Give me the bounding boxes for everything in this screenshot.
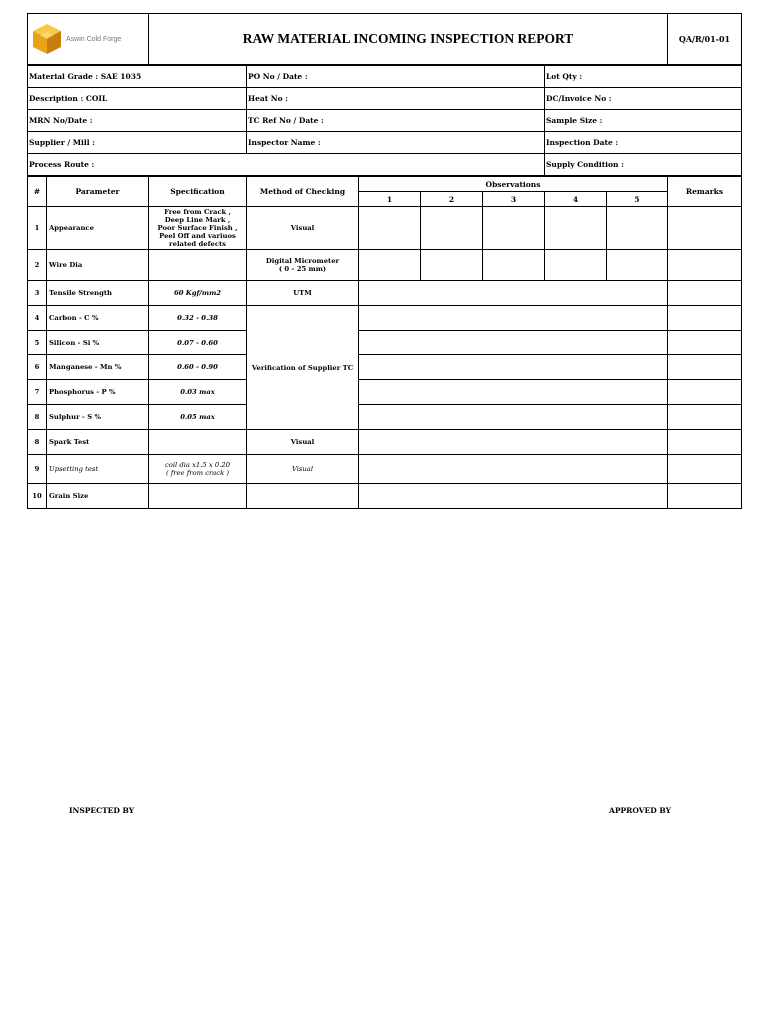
sample-size-field: Sample Size : [545, 110, 742, 132]
logo-cell [28, 14, 149, 65]
table-row [28, 331, 742, 355]
row-specification [149, 455, 247, 484]
table-row [28, 430, 742, 455]
row-number: 5 [28, 331, 47, 355]
obs-cell[interactable] [483, 207, 545, 250]
remarks-cell[interactable] [668, 250, 742, 281]
obs-cell[interactable] [421, 250, 483, 281]
obs-cell[interactable] [545, 250, 607, 281]
remarks-cell[interactable] [668, 306, 742, 331]
obs-cell[interactable] [607, 250, 668, 281]
dc-invoice-field: DC/Invoice No : [545, 88, 742, 110]
row-parameter: Grain Size [47, 484, 149, 509]
tc-ref-field: TC Ref No / Date : [247, 110, 545, 132]
table-row [28, 484, 742, 509]
row-specification [149, 484, 247, 509]
row-parameter: Manganese - Mn % [47, 355, 149, 380]
row-method: Visual [247, 430, 359, 455]
row-specification: 0.03 max [149, 380, 247, 405]
table-row [28, 405, 742, 430]
mrn-no-field: MRN No/Date : [28, 110, 247, 132]
table-row [28, 306, 742, 331]
row-parameter: Silicon - Si % [47, 331, 149, 355]
row-number: 7 [28, 380, 47, 405]
row-specification: 0.05 max [149, 405, 247, 430]
supply-condition-field: Supply Condition : [545, 154, 742, 176]
row-parameter: Upsetting test [47, 455, 149, 484]
row-parameter: Tensile Strength [47, 281, 149, 306]
row-parameter: Appearance [47, 207, 149, 250]
remarks-cell[interactable] [668, 281, 742, 306]
method-line-2: ( 0 - 25 mm) [278, 265, 327, 273]
row-number: 10 [28, 484, 47, 509]
obs-cell[interactable] [483, 250, 545, 281]
obs-cell[interactable] [359, 355, 668, 380]
col-remarks-header: Remarks [668, 177, 742, 207]
col-specification-header: Specification [149, 177, 247, 207]
row-specification: Free from Crack , Deep Line Mark , Poor Surface Finish , Peel Off and variuos related defects [149, 207, 247, 250]
doc-code: QA/R/01-01 [668, 14, 742, 65]
obs-cell[interactable] [359, 455, 668, 484]
col-num-header: # [28, 177, 47, 207]
remarks-cell[interactable] [668, 380, 742, 405]
observations-header: Observations [359, 177, 668, 192]
cube-logo-icon [31, 23, 63, 55]
table-row [28, 455, 742, 484]
description-field: Description : COIL [28, 88, 247, 110]
remarks-cell[interactable] [668, 455, 742, 484]
row-number: 9 [28, 455, 47, 484]
col-parameter-header: Parameter [47, 177, 149, 207]
obs-5-header: 5 [607, 192, 668, 207]
obs-cell[interactable] [359, 430, 668, 455]
inspector-field: Inspector Name : [247, 132, 545, 154]
row-number: 2 [28, 250, 47, 281]
obs-cell[interactable] [359, 380, 668, 405]
obs-cell[interactable] [359, 250, 421, 281]
row-method [247, 250, 359, 281]
row-number: 3 [28, 281, 47, 306]
col-method-header: Method of Checking [247, 177, 359, 207]
row-specification: 0.60 - 0.90 [149, 355, 247, 380]
inspected-by-label: INSPECTED BY [69, 806, 135, 815]
row-number: 1 [28, 207, 47, 250]
row-method [247, 484, 359, 509]
row-parameter: Sulphur - S % [47, 405, 149, 430]
obs-3-header: 3 [483, 192, 545, 207]
row-number: 4 [28, 306, 47, 331]
row-method: Visual [247, 207, 359, 250]
tc-method-cell: Verification of Supplier TC [247, 306, 359, 430]
info-block [27, 65, 742, 176]
material-grade-field: Material Grade : SAE 1035 [28, 66, 247, 88]
approved-by-label: APPROVED BY [609, 806, 671, 815]
spec-line-1: coil dia x1.5 x 0.20 [164, 461, 231, 469]
obs-cell[interactable] [359, 306, 668, 331]
row-specification [149, 250, 247, 281]
report-title: RAW MATERIAL INCOMING INSPECTION REPORT [149, 14, 668, 65]
row-specification [149, 430, 247, 455]
process-route-field: Process Route : [28, 154, 545, 176]
obs-cell[interactable] [545, 207, 607, 250]
obs-cell[interactable] [359, 207, 421, 250]
remarks-cell[interactable] [668, 207, 742, 250]
obs-2-header: 2 [421, 192, 483, 207]
remarks-cell[interactable] [668, 331, 742, 355]
report-sheet [27, 13, 741, 509]
method-line-1: Digital Micrometer [265, 257, 340, 265]
row-parameter: Carbon - C % [47, 306, 149, 331]
obs-cell[interactable] [359, 331, 668, 355]
supplier-field: Supplier / Mill : [28, 132, 247, 154]
row-parameter: Wire Dia [47, 250, 149, 281]
remarks-cell[interactable] [668, 405, 742, 430]
row-specification: 0.32 - 0.38 [149, 306, 247, 331]
po-no-field: PO No / Date : [247, 66, 545, 88]
table-row [28, 250, 742, 281]
row-number: 8 [28, 405, 47, 430]
obs-cell[interactable] [421, 207, 483, 250]
row-specification: 60 Kgf/mm2 [149, 281, 247, 306]
obs-cell[interactable] [607, 207, 668, 250]
table-row [28, 281, 742, 306]
obs-cell[interactable] [359, 405, 668, 430]
table-row [28, 207, 742, 250]
heat-no-field: Heat No : [247, 88, 545, 110]
inspection-date-field: Inspection Date : [545, 132, 742, 154]
remarks-cell[interactable] [668, 355, 742, 380]
spec-line-2: ( free from crack ) [165, 469, 230, 477]
row-specification: 0.07 - 0.60 [149, 331, 247, 355]
row-number: 8 [28, 430, 47, 455]
remarks-cell[interactable] [668, 484, 742, 509]
row-number: 6 [28, 355, 47, 380]
obs-cell[interactable] [359, 484, 668, 509]
obs-cell[interactable] [359, 281, 668, 306]
logo-text: Aswin Cold Forge [66, 35, 122, 43]
row-parameter: Phosphorus - P % [47, 380, 149, 405]
remarks-cell[interactable] [668, 430, 742, 455]
company-logo [31, 23, 121, 55]
table-row [28, 355, 742, 380]
report-header [27, 13, 742, 65]
table-row [28, 380, 742, 405]
obs-4-header: 4 [545, 192, 607, 207]
row-parameter: Spark Test [47, 430, 149, 455]
inspection-table [27, 176, 742, 509]
row-method: UTM [247, 281, 359, 306]
obs-1-header: 1 [359, 192, 421, 207]
row-method: Visual [247, 455, 359, 484]
lot-qty-field: Lot Qty : [545, 66, 742, 88]
